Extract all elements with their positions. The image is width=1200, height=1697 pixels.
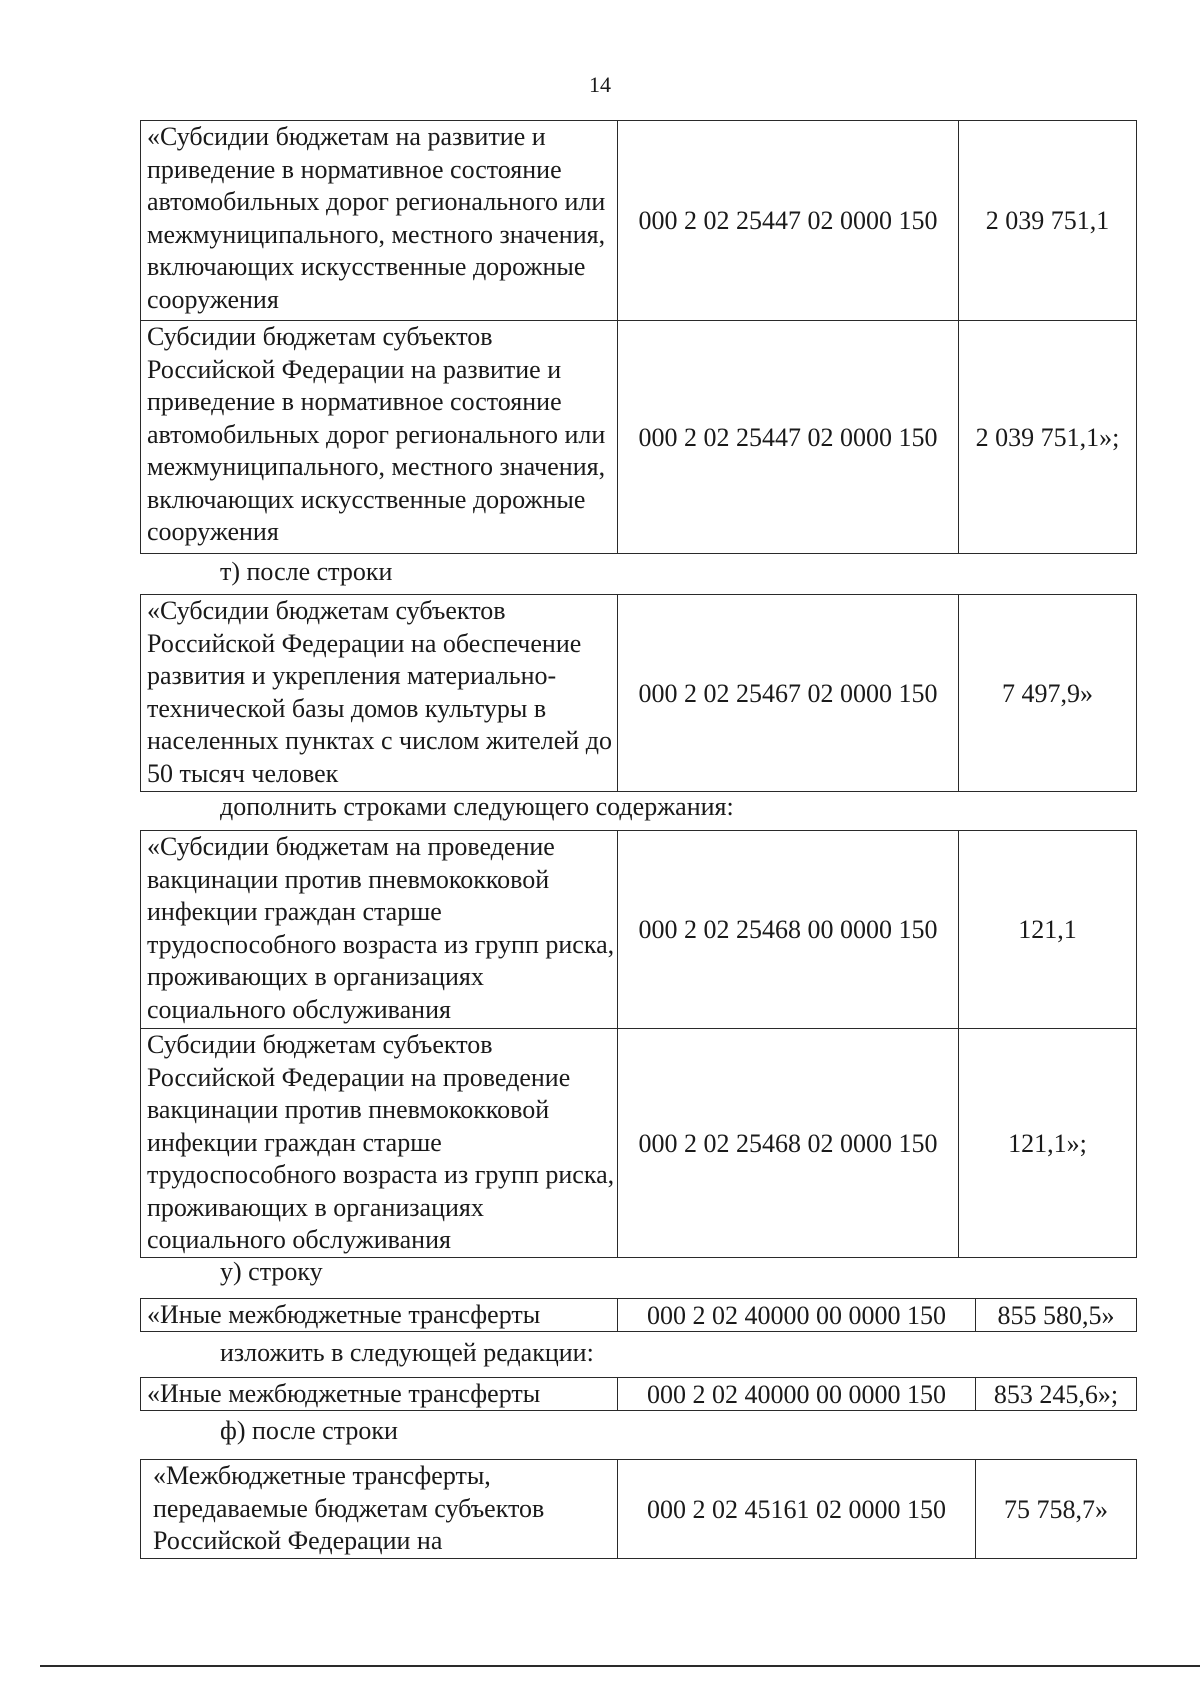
paragraph-state-as: изложить в следующей редакции: bbox=[220, 1338, 594, 1367]
row-name: «Субсидии бюджетам на проведение вакцинации против пневмококковой инфекции граждан старше трудоспособного возраста из групп риска, проживающих в организациях социального обслуживания bbox=[141, 831, 618, 1029]
table-row bbox=[141, 1299, 1137, 1332]
row-name: «Субсидии бюджетам субъектов Российской Федерации на обеспечение развития и укрепления материально-технической базы домов культуры в населенных пунктах с числом жителей до 50 тысяч человек bbox=[141, 595, 618, 792]
table-row bbox=[141, 595, 1137, 792]
row-amount: 7 497,9» bbox=[959, 595, 1137, 792]
row-amount: 855 580,5» bbox=[976, 1299, 1137, 1332]
row-code: 000 2 02 25468 02 0000 150 bbox=[618, 1029, 959, 1258]
page-number: 14 bbox=[589, 72, 611, 97]
row-name: «Межбюджетные трансферты, передаваемые бюджетам субъектов Российской Федерации на bbox=[141, 1460, 618, 1559]
row-amount: 121,1»; bbox=[959, 1029, 1137, 1258]
budget-table-interbudget bbox=[140, 1459, 1137, 1559]
row-amount: 853 245,6»; bbox=[976, 1378, 1137, 1411]
row-name: Субсидии бюджетам субъектов Российской Федерации на развитие и приведение в нормативное состояние автомобильных дорог регионального или межмуниципального, местного значения, включающих искусственные дорожные сооружения bbox=[141, 321, 618, 554]
row-code: 000 2 02 25467 02 0000 150 bbox=[618, 595, 959, 792]
row-amount: 121,1 bbox=[959, 831, 1137, 1029]
row-amount: 2 039 751,1»; bbox=[959, 321, 1137, 554]
table-row bbox=[141, 121, 1137, 321]
row-code: 000 2 02 25468 00 0000 150 bbox=[618, 831, 959, 1029]
table-row bbox=[141, 1029, 1137, 1258]
table-row bbox=[141, 831, 1137, 1029]
budget-table-other-transfers-old bbox=[140, 1298, 1137, 1332]
table-row bbox=[141, 321, 1137, 554]
paragraph-t-after-row: т) после строки bbox=[220, 557, 393, 586]
budget-table-other-transfers-new bbox=[140, 1377, 1137, 1411]
budget-table-vaccination bbox=[140, 830, 1137, 1258]
row-code: 000 2 02 45161 02 0000 150 bbox=[618, 1460, 976, 1559]
budget-table-roads bbox=[140, 120, 1137, 554]
row-name: «Иные межбюджетные трансферты bbox=[141, 1378, 618, 1411]
budget-table-culture bbox=[140, 594, 1137, 792]
paragraph-add-rows: дополнить строками следующего содержания: bbox=[220, 792, 734, 821]
row-name: «Иные межбюджетные трансферты bbox=[141, 1299, 618, 1332]
paragraph-u-row: у) строку bbox=[220, 1257, 323, 1286]
row-amount: 2 039 751,1 bbox=[959, 121, 1137, 321]
row-code: 000 2 02 40000 00 0000 150 bbox=[618, 1378, 976, 1411]
table-row bbox=[141, 1378, 1137, 1411]
row-amount: 75 758,7» bbox=[976, 1460, 1137, 1559]
row-name: «Субсидии бюджетам на развитие и приведение в нормативное состояние автомобильных дорог регионального или межмуниципального, местного значения, включающих искусственные дорожные сооружения bbox=[141, 121, 618, 321]
row-code: 000 2 02 25447 02 0000 150 bbox=[618, 321, 959, 554]
row-name: Субсидии бюджетам субъектов Российской Федерации на проведение вакцинации против пневмококковой инфекции граждан старше трудоспособного возраста из групп риска, проживающих в организациях социального обслуживания bbox=[141, 1029, 618, 1258]
table-row bbox=[141, 1460, 1137, 1559]
row-code: 000 2 02 40000 00 0000 150 bbox=[618, 1299, 976, 1332]
row-code: 000 2 02 25447 02 0000 150 bbox=[618, 121, 959, 321]
paragraph-f-after-row: ф) после строки bbox=[220, 1416, 398, 1445]
bottom-rule bbox=[40, 1665, 1200, 1667]
